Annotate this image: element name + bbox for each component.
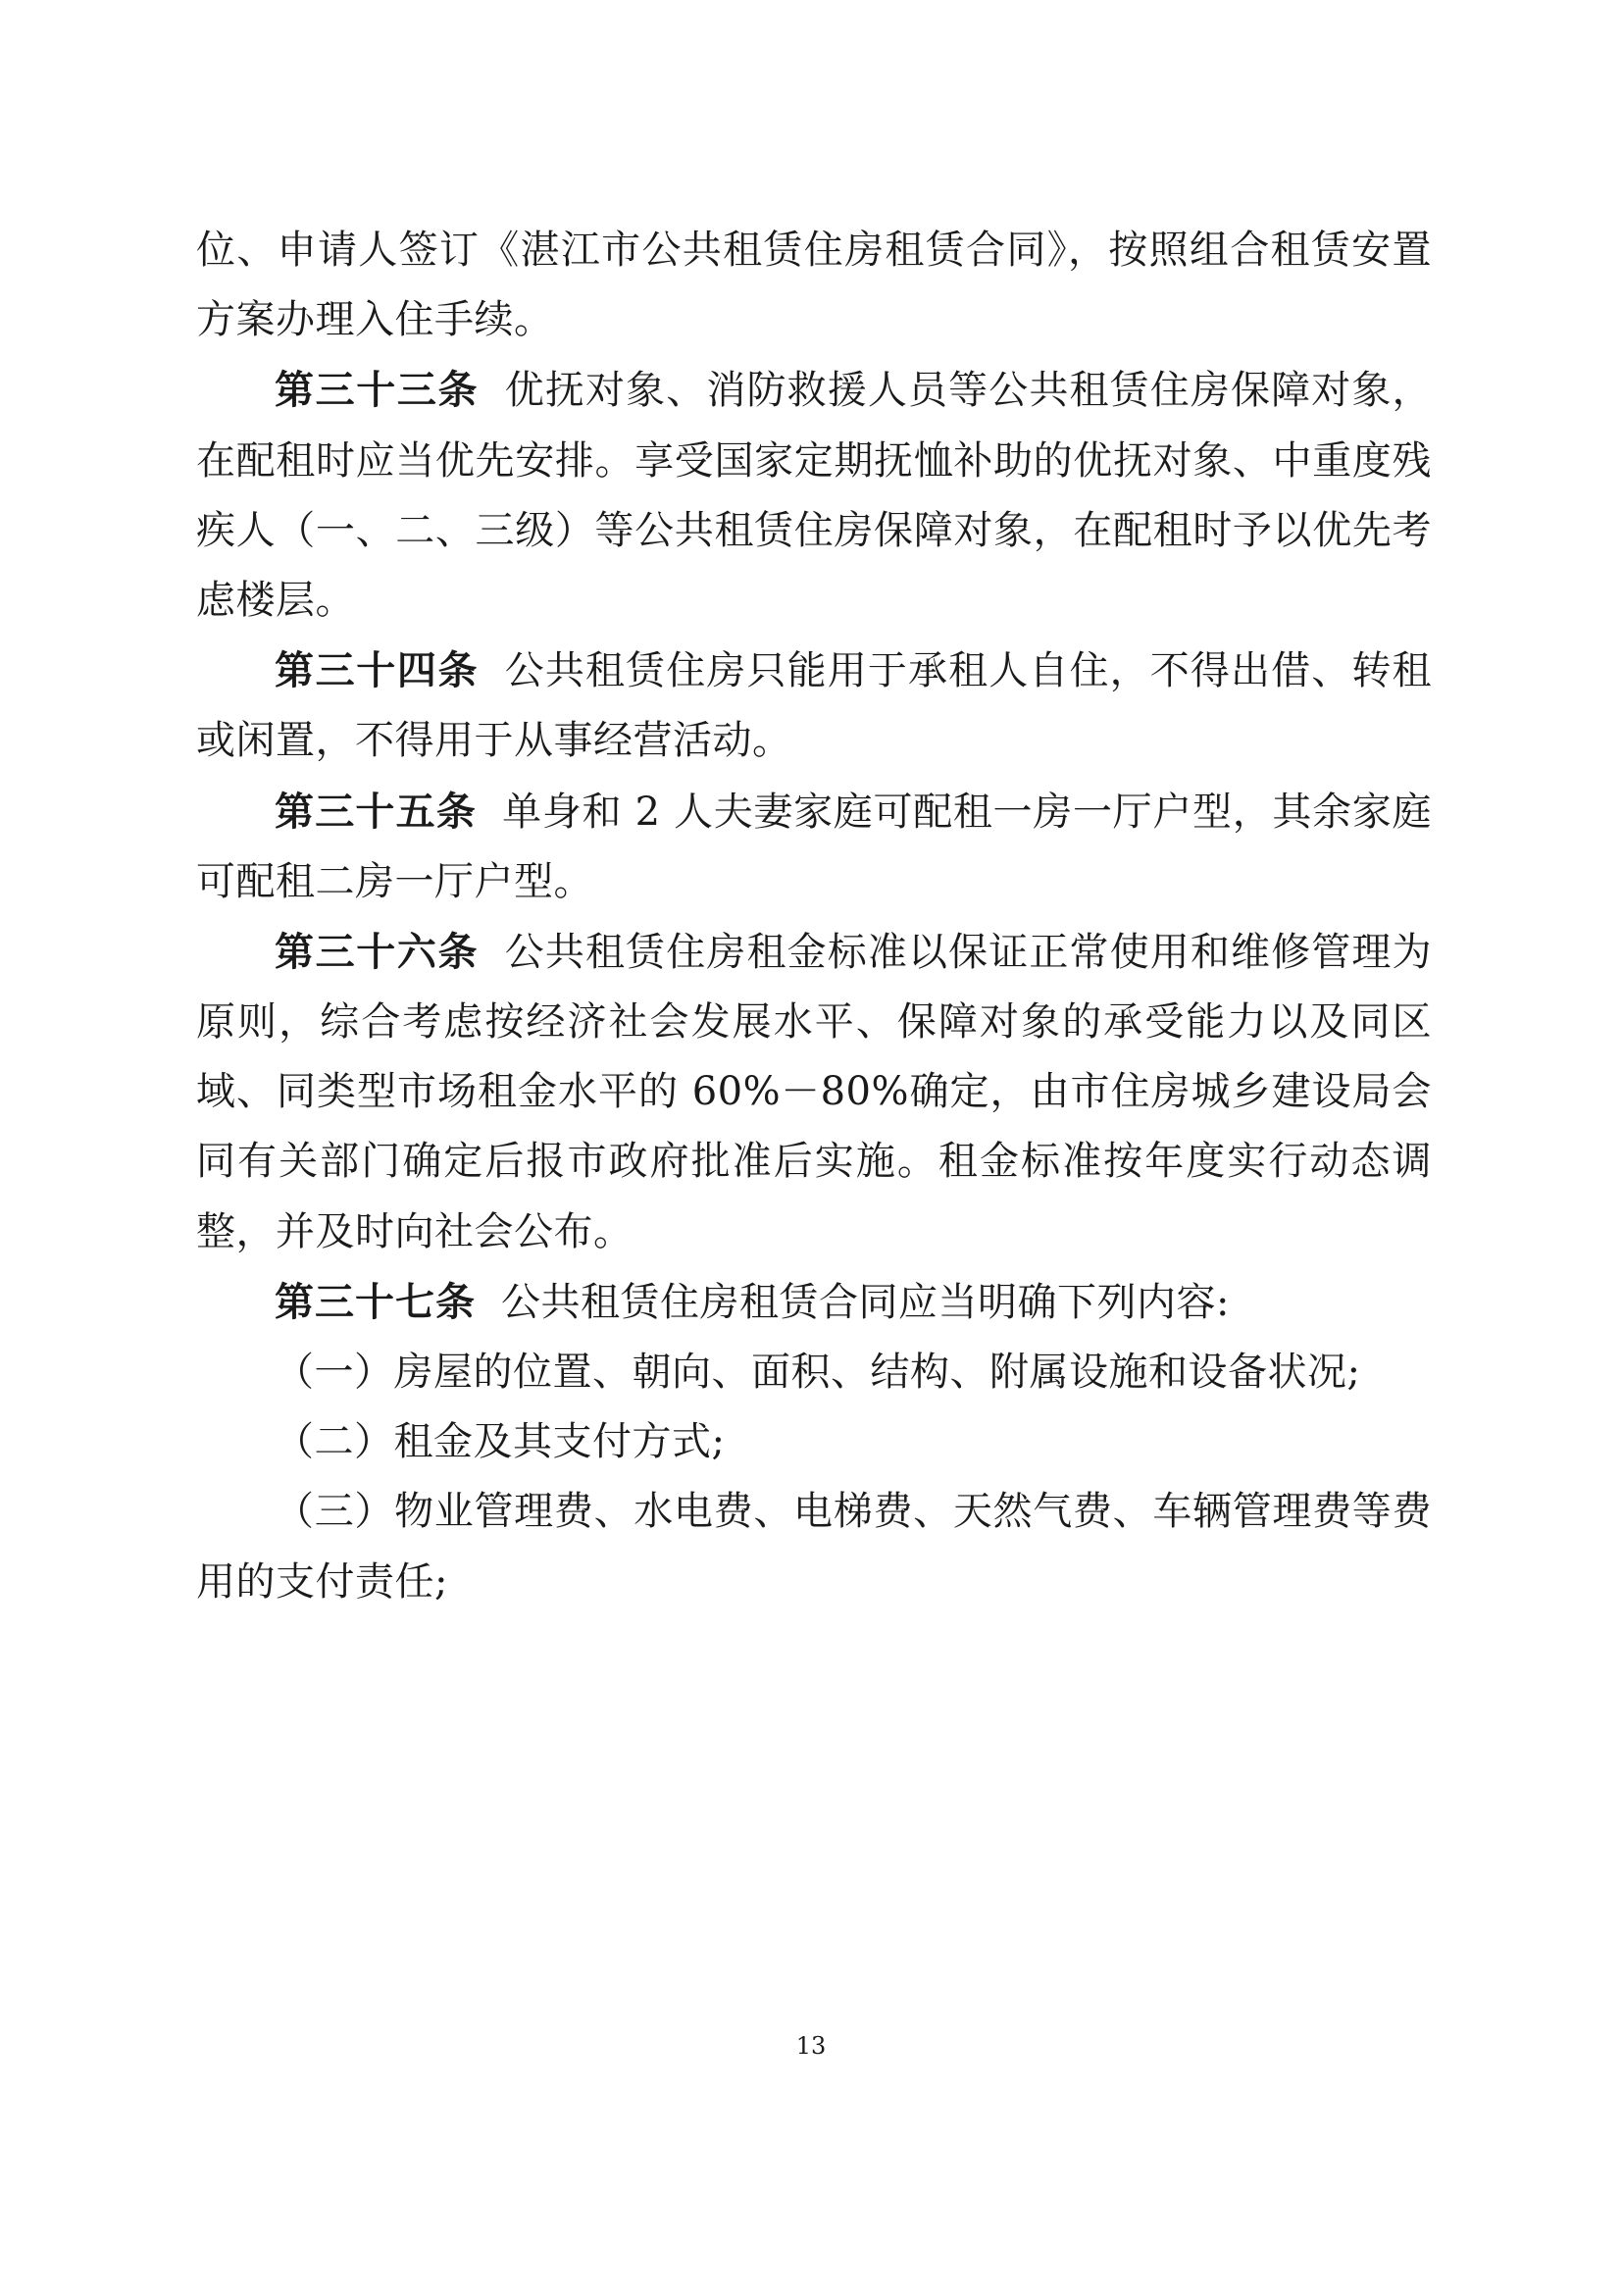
paragraph-text: 位、申请人签订《湛江市公共租赁住房租赁合同》，按照组合租赁安置方案办理入住手续。: [196, 228, 1432, 343]
list-item-1: [196, 1338, 1432, 1407]
paragraph-text: 公共租赁住房租金标准以保证正常使用和维修管理为原则，综合考虑按经济社会发展水平、保障对象的承受能力以及同区域、同类型市场租金水平的 60%－80%确定，由市住房城乡建设局会同有关部门确定后报市政府批准后实施。租金标准按年度实行动态调整，并及时向社会公布。: [196, 929, 1432, 1254]
paragraph-text: （二）租金及其支付方式;: [275, 1419, 726, 1465]
list-item-3: [196, 1477, 1432, 1616]
paragraph-text: 公共租赁住房租赁合同应当明确下列内容:: [501, 1279, 1230, 1325]
article-label: 第三十六条: [275, 928, 480, 975]
paragraph-continuation: [196, 216, 1432, 355]
paragraph-text: （三）物业管理费、水电费、电梯费、天然气费、车辆管理费等费用的支付责任;: [196, 1489, 1432, 1605]
article-35: [196, 777, 1432, 917]
paragraph-text: 优抚对象、消防救援人员等公共租赁住房保障对象，在配租时应当优先安排。享受国家定期抚恤补助的优抚对象、中重度残疾人（一、二、三级）等公共租赁住房保障对象，在配租时予以优先考虑楼层。: [196, 368, 1432, 623]
article-36: [196, 917, 1432, 1267]
page-number: 13: [795, 2032, 827, 2060]
paragraph-text: （一）房屋的位置、朝向、面积、结构、附属设施和设备状况;: [275, 1350, 1361, 1395]
list-item-2: [196, 1407, 1432, 1477]
article-label: 第三十七条: [275, 1278, 476, 1325]
article-label: 第三十五条: [275, 788, 477, 835]
article-label: 第三十四条: [275, 647, 480, 694]
paragraph-text: 公共租赁住房只能用于承租人自住，不得出借、转租或闲置，不得用于从事经营活动。: [196, 648, 1432, 764]
article-34: [196, 636, 1432, 776]
article-label: 第三十三条: [275, 367, 480, 414]
article-33: [196, 355, 1432, 636]
document-body: [196, 216, 1432, 1617]
article-37: [196, 1267, 1432, 1338]
paragraph-text: 单身和 2 人夫妻家庭可配租一房一厅户型，其余家庭可配租二房一厅户型。: [196, 789, 1432, 904]
